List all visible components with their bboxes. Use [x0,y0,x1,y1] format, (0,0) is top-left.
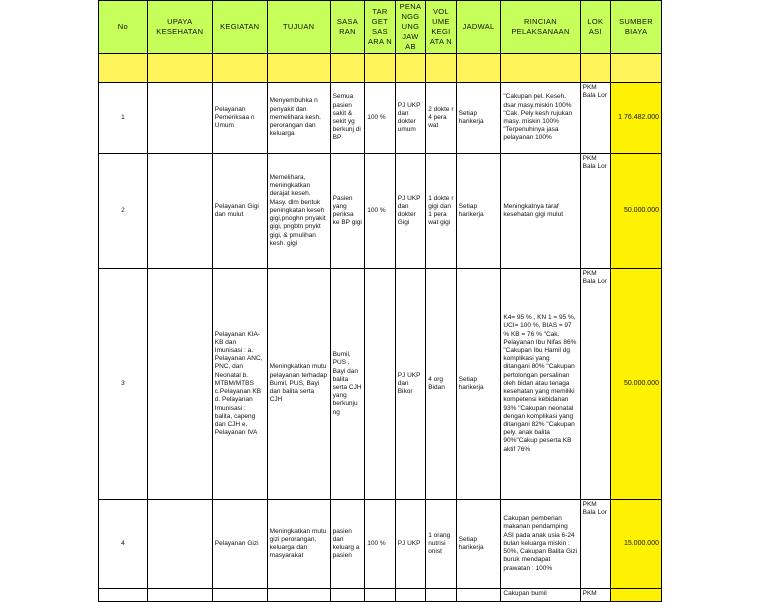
header-row [99,1,662,54]
cell-kegiatan: Pelayanan Pemeriksaa n Umum [212,83,267,154]
cell-tujuan: Menyembuhka n penyakit dan memelihara kesh. perorangan dan keluarga [267,83,330,154]
table-row [99,154,662,269]
cell-lokasi: PKM Bala Lor [580,154,610,269]
cell-no: 2 [99,154,148,269]
cell-volume: 1 orang nutrisi onist [426,500,456,589]
cell-tujuan: Meningkatkan mutu gizi perorangan, keluarga dan masyarakat [267,500,330,589]
header-upaya: UPAYA KESEHATAN [147,1,212,54]
cell-kegiatan [212,589,267,602]
cell-target: 100 % [365,154,395,269]
cell-upaya [147,589,212,602]
cell-no: 1 [99,83,148,154]
cell-sasaran: Bumil, PUS , Bayi dan balita serta CJH yang berkunju ng [330,269,365,500]
cell-target: 100 % [365,500,395,589]
work-plan-table [98,0,662,602]
cell-volume [426,589,456,602]
cell-tujuan [267,589,330,602]
cell-biaya [611,589,662,602]
cell-no: 4 [99,500,148,589]
header-lokasi: LOK ASI [580,1,610,54]
cell-sasaran: Semua pasien sakit & sekit yg berkunj di BP [330,83,365,154]
cell-lokasi: PKM Bala Lor [580,83,610,154]
cell-volume: 4 org Bidan [426,269,456,500]
cell-lokasi: PKM [580,589,610,602]
table-row [99,269,662,500]
cell-no: 3 [99,269,148,500]
cell-upaya [147,500,212,589]
header-no: No [99,1,148,54]
cell-volume: 1 dokte r gigi dan 1 pera wat gigi [426,154,456,269]
header-biaya: SUMBER BIAYA [611,1,662,54]
cell-jadwal: Setiap harikerja [456,500,501,589]
cell-kegiatan: Pelayanan KIA-KB dan Imunisasi : a. Pelayanan ANC, PNC, dan Neonatal b. MTBM/MTBS c.Pelayanan KB d. Pelayanan Imunisasi : balita, capeng dan CJH e. Pelayanan IVA [212,269,267,500]
cell-sasaran: Pasien yang periksa ke BP gigi [330,154,365,269]
cell-kegiatan: Pelayanan Gigi dan mulut [212,154,267,269]
cell-rincian: Cakupan bumil [501,589,580,602]
cell-rincian: K4= 95 % , KN 1 = 95 %, UCI= 100 %, BIAS = 97 % KB = 76 % "Cak. Pelayanan Ibu Nifas 86% "Cakupan Ibu Hamil dg komplikasi yang ditangani 80% "Cakupan pertolongan persalinan oleh bidan atau tenaga kesehatan yang memiliki kompetensi kebidanan 93% "Cakupan neonatal dengan komplikasi yang ditangani 82% "Cakupan pely. anak balita 90%"Cakup peserta KB aktif 76% [501,269,580,500]
cell-volume: 2 dokte r 4 pera wat [426,83,456,154]
cell-jadwal: Setiap harikerja [456,269,501,500]
cell-rincian: Cakupan pemberian makanan pendamping ASI pada anak usia 6-24 bulan keluarga miskin : 50%, Cakupan Balita Gizi buruk mendapat prawatan : 100% [501,500,580,589]
cell-jadwal: Setiap harikerja [456,83,501,154]
cell-kegiatan: Pelayanan Gizi [212,500,267,589]
cell-rincian: "Cakupan pel. Keseh. dsar masy.miskin 100% "Cak. Pely kesh rujukan masy. miskin 100% "Terpenuhinya jasa pelayanan 100% [501,83,580,154]
header-target: TAR GET SAS ARA N [365,1,395,54]
cell-sasaran: pasien dan keluarg a pasien [330,500,365,589]
table-row [99,83,662,154]
header-volume: VOL UME KEGI ATA N [426,1,456,54]
cell-pj: PJ UKP dan Bikor [395,269,425,500]
cell-biaya: 50.000.000 [611,154,662,269]
cell-lokasi: PKM Bala Lor [580,269,610,500]
cell-biaya: 1 76.482.000 [611,83,662,154]
header-kegiatan: KEGIATAN [212,1,267,54]
cell-target [365,269,395,500]
cell-upaya [147,83,212,154]
table-row [99,500,662,589]
header-rincian: RINCIAN PELAKSANAAN [501,1,580,54]
cell-jadwal: Setiap harikerja [456,154,501,269]
header-jadwal: JADWAL [456,1,501,54]
cell-upaya [147,154,212,269]
cell-pj [395,589,425,602]
cell-no [99,589,148,602]
table-row [99,589,662,602]
header-pj: PENA NGG UNG JAW AB [395,1,425,54]
cell-upaya [147,269,212,500]
cell-target [365,589,395,602]
cell-pj: PJ UKP dan dokter Gigi [395,154,425,269]
cell-biaya: 50.000.000 [611,269,662,500]
cell-pj: PJ UKP [395,500,425,589]
cell-biaya: 15.000.000 [611,500,662,589]
header-sasaran: SASA RAN [330,1,365,54]
spacer-row [99,54,662,83]
cell-pj: PJ UKP dan dokter umum [395,83,425,154]
cell-lokasi: PKM Bala Lor [580,500,610,589]
cell-tujuan: Meningkatkan mutu pelayanan terhadap Bumil, PUS, Bayi dan balita serta CJH [267,269,330,500]
cell-tujuan: Memelihara, meningkatkan derajat keseh. Masy. dlm bentuk peningkatan keseh gigi,pnoghn pnyakit gigi, pngbtn pnykt gigi, & pmulihan kesh. gigi [267,154,330,269]
cell-target: 100 % [365,83,395,154]
header-tujuan: TUJUAN [267,1,330,54]
cell-sasaran [330,589,365,602]
cell-jadwal [456,589,501,602]
cell-rincian: Meningkatnya taraf kesehatan gigi mulut [501,154,580,269]
